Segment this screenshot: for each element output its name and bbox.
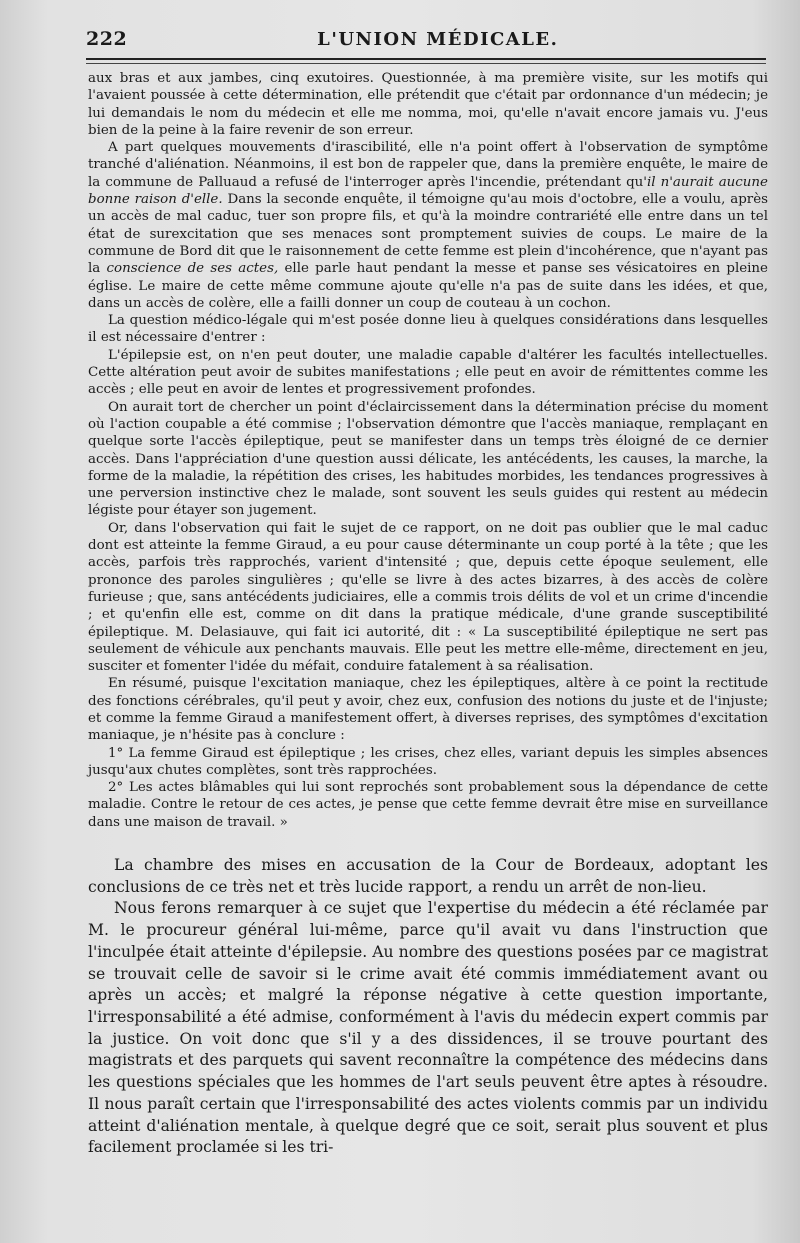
journal-title: L'UNION MÉDICALE. (317, 29, 559, 50)
quoted-paragraph-3: La question médico-légale qui m'est posée donne lieu à quelques considérations dans lesquelles il est nécessaire d'entrer : (88, 313, 768, 346)
header-rule (86, 63, 766, 64)
editorial-text (88, 855, 768, 1159)
quoted-paragraph-6: Or, dans l'observation qui fait le sujet de ce rapport, on ne doit pas oublier que le mal caduc dont est atteinte la femme Giraud, a eu pour cause déterminante un coup porté à la tête ; que les accès, parfois très rapprochés, varient d'intensité ; que, depuis cette époque seulement, elle prononce des paroles singulières ; qu'elle se livre à des actes bizarres, à des accès de colère furieuse ; que, sans antécédents judiciaires, elle a commis trois délits de vol et un crime d'incendie ; et qu'enfin elle est, comme on dit dans la pratique médicale, d'une grande susceptibilité épileptique. M. Delasiauve, qui fait ici autorité, dit : « La susceptibilité épileptique ne sert pas seulement de véhicule aux penchants mauvais. Elle peut les mettre elle-même, directement en jeu, susciter et fomenter l'idée du méfait, conduire fatalement à sa réalisation. (88, 520, 768, 675)
quoted-report (88, 70, 768, 831)
running-head (86, 28, 766, 60)
quoted-paragraph-2-a: A part quelques mouvements d'irascibilité, elle n'a point offert à l'observation de symptôme tranché d'aliénation. Néanmoins, il est bon de rappeler que, dans la première enquête, le maire de la commune de Palluaud a refusé de l'interroger après l'incendie, prétendant qu' (88, 140, 768, 190)
quoted-paragraph-2-emphasis-2: conscience de ses actes, (106, 261, 279, 277)
quoted-paragraph-7: En résumé, puisque l'excitation maniaque, chez les épileptiques, altère à ce point la rectitude des fonctions cérébrales, qu'il peut y avoir, chez eux, confusion des notions du juste et de l'injuste; et comme la femme Giraud a manifestement offert, à diverses reprises, des symptômes d'excitation maniaque, je n'hésite pas à conclure : (88, 676, 768, 744)
quoted-paragraph-5: On aurait tort de chercher un point d'éclaircissement dans la détermination précise du moment où l'action coupable a été commise ; l'observation démontre que l'accès maniaque, remplaçant en quelque sorte l'accès épileptique, peut se manifester dans un temps très éloigné de ce dernier accès. Dans l'appréciation d'une question aussi délicate, les antécédents, les causes, la marche, la forme de la maladie, la répétition des crises, les habitudes morbides, les tendances progressives à une perversion instinctive chez le malade, sont souvent les seuls guides qui restent au médecin légiste pour étayer son jugement. (88, 399, 768, 519)
main-paragraph-1: La chambre des mises en accusation de la Cour de Bordeaux, adoptant les conclusions de ce très net et très lucide rapport, a rendu un arrêt de non-lieu. (88, 856, 768, 896)
quoted-paragraph-2-emphasis: il n'aurait aucune bonne raison d'elle. (88, 174, 768, 208)
quoted-paragraph-2-b: Dans la seconde enquête, il témoigne qu'au mois d'octobre, elle a voulu, après un accès de mal caduc, tuer son propre fils, et qu'à la moindre contrariété elle entre dans un tel état de surexcitation que ses menaces sont promptement suivies de coups. Le maire de la commune de Bord dit que le raisonnement de cette femme est plein d'incohérence, que n'ayant pas la (88, 192, 769, 277)
conclusion-item-1: 1° La femme Giraud est épileptique ; les crises, chez elles, variant depuis les simples absences jusqu'aux chutes complètes, sont très rapprochées. (88, 745, 768, 778)
page-number: 222 (86, 28, 128, 50)
quoted-paragraph-1: aux bras et aux jambes, cinq exutoires. Questionnée, à ma première visite, sur les motifs qui l'avaient poussée à cette détermination, elle prétendit que c'était par ordonnance d'un médecin; je lui demandais le nom du médecin et elle me nomma, moi, qu'elle n'avait encore jamais vu. J'eus bien de la peine à la faire revenir de son erreur. (88, 71, 768, 138)
quoted-paragraph-2-c: elle parle haut pendant la messe et panse ses vésicatoires en pleine église. Le maire de cette même commune ajoute qu'elle n'a pas de suite dans les idées, et que, dans un accès de colère, elle a failli donner un coup de couteau à un cochon. (88, 261, 768, 311)
main-paragraph-2: Nous ferons remarquer à ce sujet que l'expertise du médecin a été réclamée par M. le procureur général lui-même, parce qu'il avait vu dans l'instruction que l'inculpée était atteinte d'épilepsie. Au nombre des questions posées par ce magistrat se trouvait celle de savoir si le crime avait été commis immédiatement avant ou après un accès; et malgré la réponse négative à cette question importante, l'irresponsabilité a été admise, conformément à l'avis du médecin expert commis par la justice. On voit donc que s'il y a des dissidences, il se trouve pourtant des magistrats et des parquets qui savent reconnaître la compétence des médecins dans les questions spéciales que les hommes de l'art seuls peuvent être aptes à résoudre. Il nous paraît certain que l'irresponsabilité des actes violents commis par un individu atteint d'aliénation mentale, à quelque degré que ce soit, serait plus souvent et plus facilement proclamée si les tri- (88, 899, 768, 1157)
conclusion-item-2: 2° Les actes blâmables qui lui sont reprochés sont probablement sous la dépendance de cette maladie. Contre le retour de ces actes, je pense que cette femme devrait être mise en surveillance dans une maison de travail. » (88, 780, 768, 830)
quoted-paragraph-4: L'épilepsie est, on n'en peut douter, une maladie capable d'altérer les facultés intellectuelles. Cette altération peut avoir de subites manifestations ; elle peut en avoir de rémittentes comme les accès ; elle peut en avoir de lentes et progressivement profondes. (88, 347, 768, 398)
quoted-paragraph-2 (88, 139, 768, 312)
